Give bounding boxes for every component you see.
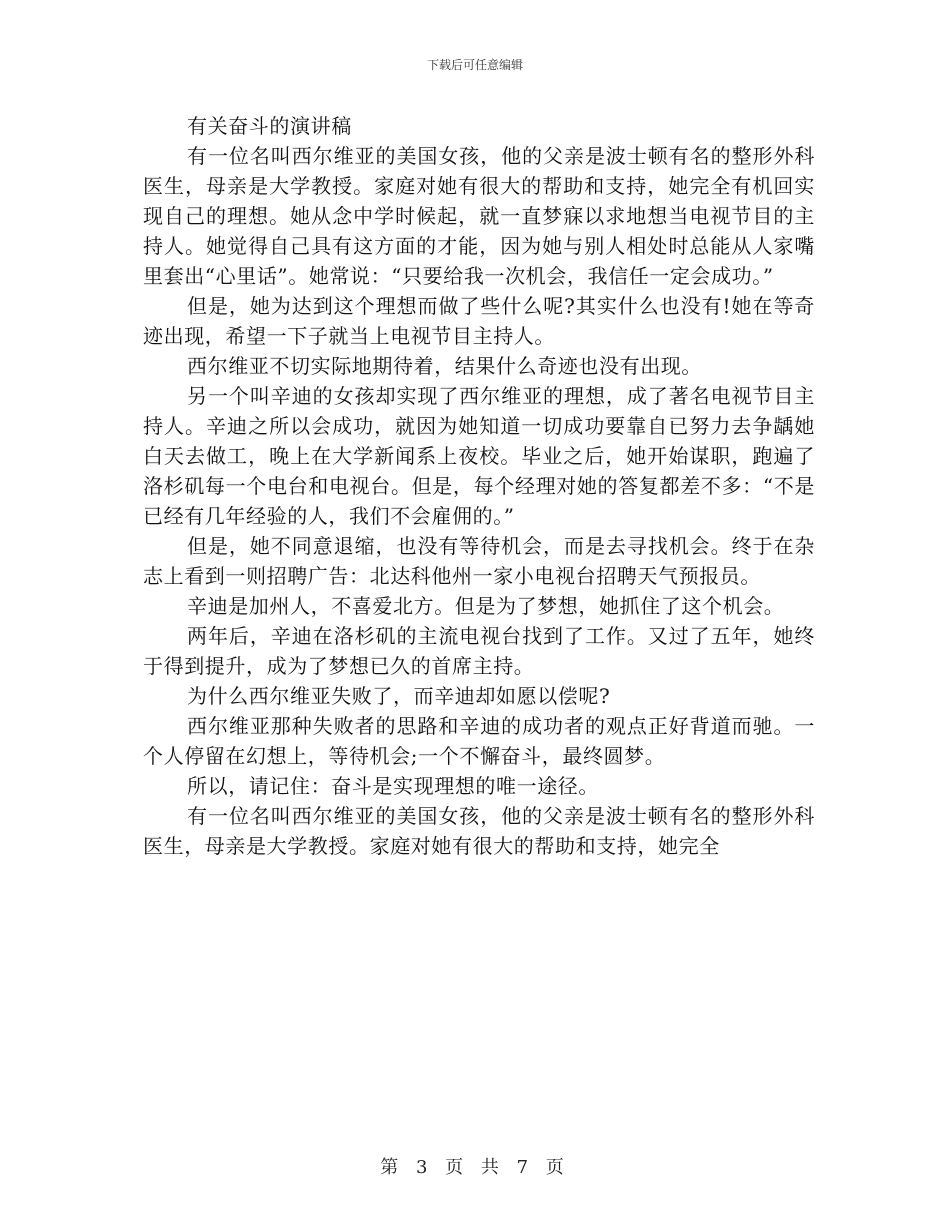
page-number-footer: 第 3 页 共 7 页 xyxy=(380,1157,570,1178)
paragraph: 但是，她不同意退缩，也没有等待机会，而是去寻找机会。终于在杂志上看到一则招聘广告：北达科他州一家小电视台招聘天气预报员。 xyxy=(143,534,815,588)
paragraph: 西尔维亚不切实际地期待着，结果什么奇迹也没有出现。 xyxy=(187,354,702,378)
document-title: 有关奋斗的演讲稿 xyxy=(187,114,352,138)
paragraph: 辛迪是加州人，不喜爱北方。但是为了梦想，她抓住了这个机会。 xyxy=(187,594,785,618)
paragraph: 有一位名叫西尔维亚的美国女孩，他的父亲是波士顿有名的整形外科医生，母亲是大学教授。家庭对她有很大的帮助和支持，她完全 xyxy=(143,804,815,858)
paragraph: 所以，请记住：奋斗是实现理想的唯一途径。 xyxy=(187,774,599,798)
paragraph: 西尔维亚那种失败者的思路和辛迪的成功者的观点正好背道而驰。一个人停留在幻想上，等待机会;一个不懈奋斗，最终圆梦。 xyxy=(143,714,815,768)
page-header: 下载后可任意编辑 xyxy=(426,58,523,72)
document-body xyxy=(143,111,815,861)
paragraph: 两年后，辛迪在洛杉矶的主流电视台找到了工作。又过了五年，她终于得到提升，成为了梦想已久的首席主持。 xyxy=(143,624,815,678)
paragraph: 另一个叫辛迪的女孩却实现了西尔维亚的理想，成了著名电视节目主持人。辛迪之所以会成功，就因为她知道一切成功要靠自已努力去争龋她白天去做工，晚上在大学新闻系上夜校。毕业之后，她开始谋职，跑遍了洛杉矶每一个电台和电视台。但是，每个经理对她的答复都差不多：“不是已经有几年经验的人，我们不会雇佣的。” xyxy=(143,384,815,528)
paragraph: 有一位名叫西尔维亚的美国女孩，他的父亲是波士顿有名的整形外科医生，母亲是大学教授。家庭对她有很大的帮助和支持，她完全有机回实现自己的理想。她从念中学时候起，就一直梦寐以求地想当电视节目的主持人。她觉得自己具有这方面的才能，因为她与别人相处时总能从人家嘴里套出“心里话”。她常说：“只要给我一次机会，我信任一定会成功。” xyxy=(143,144,815,288)
paragraph: 为什么西尔维亚失败了，而辛迪却如愿以偿呢? xyxy=(187,684,611,708)
paragraph: 但是，她为达到这个理想而做了些什么呢?其实什么也没有!她在等奇迹出现，希望一下子就当上电视节目主持人。 xyxy=(143,294,815,348)
